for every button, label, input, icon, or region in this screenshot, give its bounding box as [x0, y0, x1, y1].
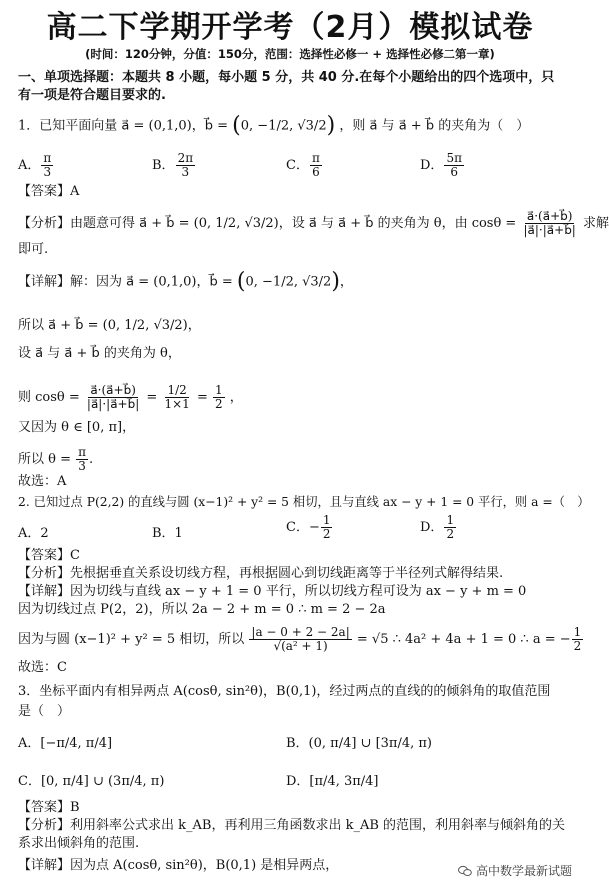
q1-detail-1: 【详解】解：因为 a⃗ = (0,1,0)，b⃗ = (0, −1/2, √3/2)， — [18, 269, 353, 294]
exam-info: (时间：120分钟，分值：150分，范围：选择性必修一 + 选择性必修二第一章) — [85, 47, 495, 61]
q1-detail-6: 所以 θ = $\frac{\pi}{3}$ . — [18, 445, 94, 473]
q1-detail-5: 又因为 θ ∈ [0, π]， — [18, 420, 136, 435]
q1-b-vector: 0, −1/2, √3/2 — [240, 118, 327, 134]
q2-answer: 【答案】C — [18, 548, 80, 563]
q1-detail-2: 所以 a⃗ + b⃗ = (0, 1/2, √3/2)， — [18, 318, 201, 333]
q1-analysis-end: 即可. — [18, 242, 49, 257]
q2-option-b: B．1 — [152, 526, 183, 541]
q3-option-b: B．(0, π/4] ∪ [3π/4, π) — [286, 736, 433, 751]
q1-analysis: 【分析】由题意可得 a⃗ + b⃗ = (0, 1/2, √3/2)，设 a⃗ 与 a⃗ + b⃗ 的夹角为 θ，由 cosθ = $\frac{a⃗\cdot(a⃗+b⃗)}{|a⃗|\cdot|a⃗+b⃗|}$ 求解 — [18, 209, 609, 237]
page-title: 高二下学期开学考（2月）模拟试卷 — [46, 10, 534, 45]
q1-answer: 【答案】A — [18, 184, 80, 199]
q3-analysis-line1: 【分析】利用斜率公式求出 k_AB，再利用三角函数求出 k_AB 的范围，利用斜率与倾斜角的关 — [18, 818, 566, 833]
q2-option-a: A．2 — [18, 526, 49, 541]
q2-option-d: D． $\frac{1}{2}$ — [420, 513, 455, 541]
q3-stem-line2: 是（ ） — [18, 704, 71, 719]
q3-analysis-line2: 系求出倾斜角的范围. — [18, 836, 140, 851]
q3-stem-line1: 3．坐标平面内有相异两点 A(cosθ, sin²θ)，B(0,1)，经过两点的直线的的倾斜角的取值范围 — [18, 684, 551, 699]
q3-option-c: C．[0, π/4] ∪ (3π/4, π) — [18, 774, 165, 789]
q2-stem: 2. 已知过点 P(2,2) 的直线与圆 (x−1)² + y² = 5 相切，且与直线 ax − y + 1 = 0 平行，则 a =（ ） — [18, 495, 590, 509]
q1-stem: 1．已知平面向量 a⃗ = (0,1,0)，b⃗ = (0, −1/2, √3/2) ，则 a⃗ 与 a⃗ + b⃗ 的夹角为（ ） — [18, 113, 530, 138]
q2-option-c: C．− $\frac{1}{2}$ — [286, 513, 331, 541]
q3-detail-1: 【详解】因为点 A(cosθ, sin²θ)，B(0,1) 是相异两点， — [18, 858, 339, 873]
q1-option-c: C． $\frac{\pi}{6}$ — [286, 151, 320, 179]
q2-analysis: 【分析】先根据垂直关系设切线方程，再根据圆心到切线距离等于半径列式解得结果. — [18, 566, 504, 581]
q2-choose: 故选：C — [18, 660, 67, 675]
q2-detail-3: 因为与圆 (x−1)² + y² = 5 相切，所以 $\frac{|a - 0 + 2 - 2a|}{\text{√(a² + 1)}}$ = √5 ∴ 4a² + 4a + 1 = 0 ∴ a = − $\frac{1}{2}$ — [18, 625, 582, 653]
q1-option-b: B． $\frac{2\pi}{3}$ — [152, 151, 194, 179]
q1-option-d: D． $\frac{5\pi}{6}$ — [420, 151, 462, 179]
q3-answer: 【答案】B — [18, 800, 80, 815]
q2-detail-1: 【详解】因为切线与直线 ax − y + 1 = 0 平行，所以切线方程可设为 ax − y + m = 0 — [18, 584, 527, 599]
q3-option-a: A．[−π/4, π/4] — [18, 736, 113, 751]
q1-option-a: A． $\frac{\pi}{3}$ — [18, 151, 52, 179]
q2-detail-2: 因为切线过点 P(2，2)，所以 2a − 2 + m = 0 ∴ m = 2 − 2a — [18, 602, 386, 617]
section-heading-line2: 有一项是符合题目要求的. — [18, 88, 166, 103]
section-heading-line1: 一、单项选择题：本题共 8 小题，每小题 5 分，共 40 分.在每个小题给出的四个选项中，只 — [18, 70, 555, 85]
wechat-icon — [458, 865, 472, 877]
q1-choose: 故选：A — [18, 474, 67, 489]
watermark: 高中数学最新试题 — [458, 862, 572, 879]
q1-detail-3: 设 a⃗ 与 a⃗ + b⃗ 的夹角为 θ， — [18, 346, 181, 361]
q3-option-d: D．[π/4, 3π/4] — [286, 774, 379, 789]
q1-detail-4: 则 cosθ = $\frac{a⃗\cdot(a⃗+b⃗)}{|a⃗|\cdot|a⃗+b⃗|}$ = $\frac{1/2}{1\times 1}$ = $\frac{1}{2}$ ， — [18, 383, 243, 411]
